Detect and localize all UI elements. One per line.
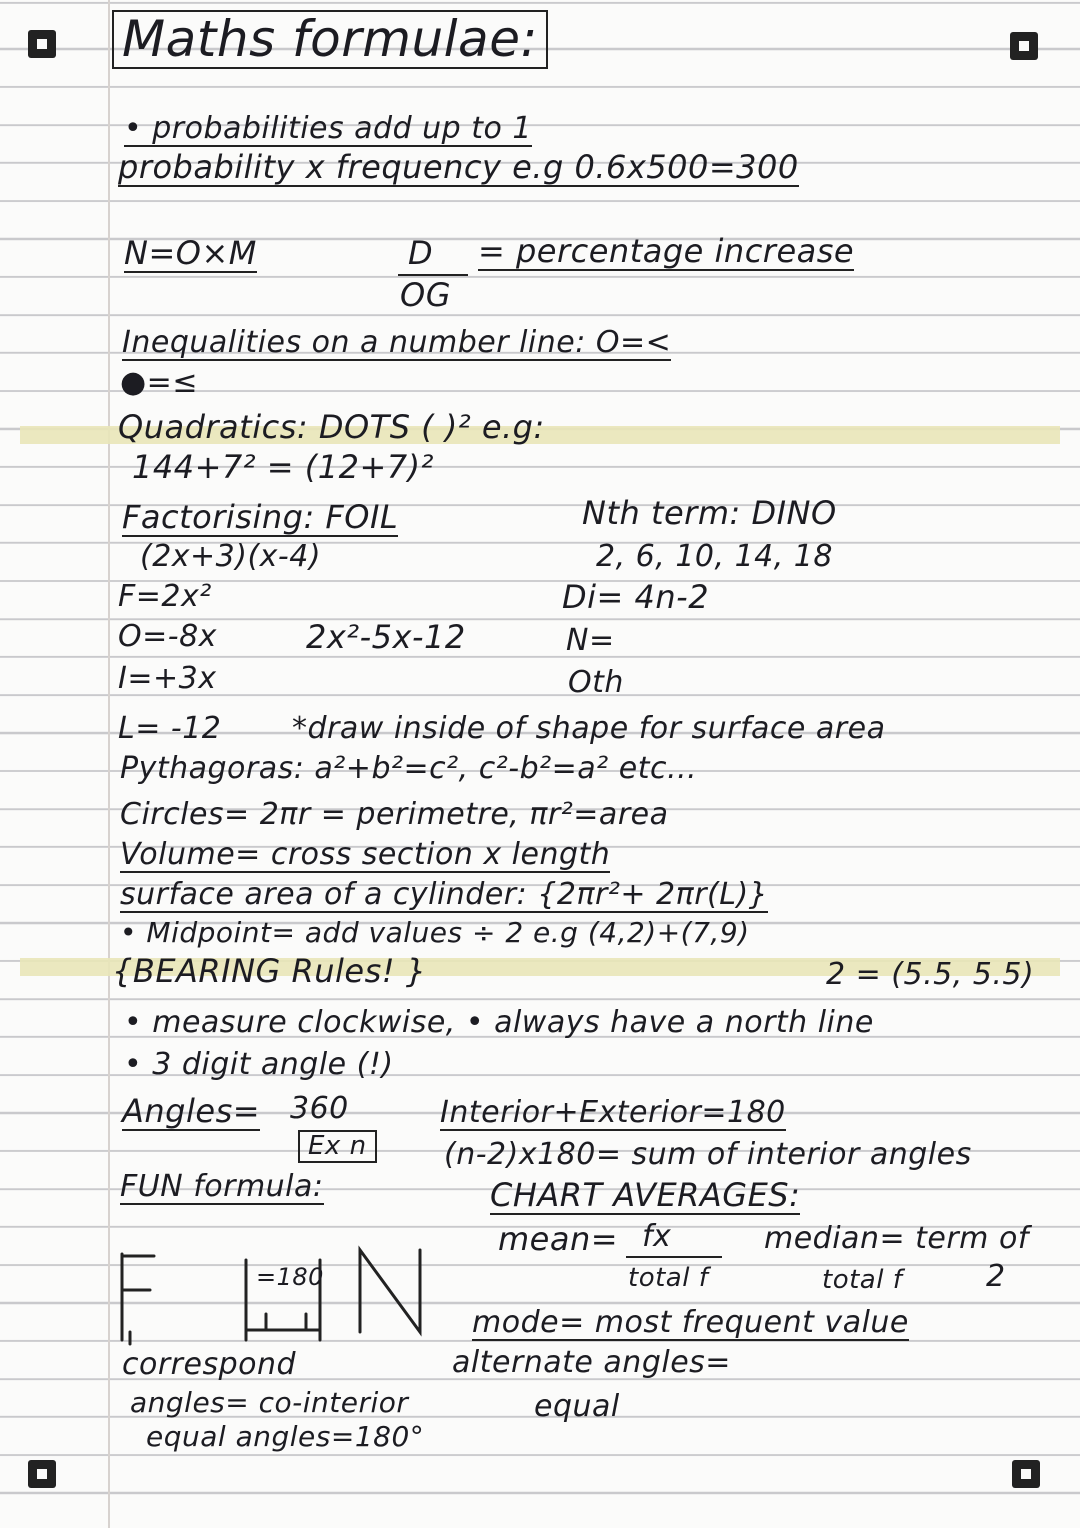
midpoint-result: 2 = (5.5, 5.5) bbox=[826, 957, 1035, 992]
median-total-f: total f bbox=[822, 1265, 903, 1295]
surface-area-note: *draw inside of shape for surface area bbox=[292, 711, 886, 746]
factorising-label: Factorising: FOIL bbox=[122, 498, 399, 536]
formula-n-om: N=O×M bbox=[124, 234, 257, 272]
corner-mark-bottom-left bbox=[28, 1460, 56, 1488]
foil-i: I=+3x bbox=[118, 661, 217, 696]
alternate-equal: equal bbox=[534, 1389, 620, 1424]
nth-term-n: N= bbox=[566, 623, 615, 658]
nth-term-label: Nth term: DINO bbox=[582, 494, 837, 532]
quadratics-example: 144+7² = (12+7)² bbox=[132, 448, 434, 486]
angles-exterior-n: Ex n bbox=[298, 1130, 377, 1163]
bearing-rule-2: • 3 digit angle (!) bbox=[124, 1047, 394, 1082]
co-interior-180: =180 bbox=[256, 1263, 324, 1291]
fraction-d: D bbox=[408, 234, 434, 272]
foil-l: L= -12 bbox=[118, 711, 222, 746]
corresponding-label: correspond bbox=[122, 1347, 297, 1382]
inequality-filled-circle: ●=≤ bbox=[120, 365, 198, 400]
foil-f: F=2x² bbox=[118, 579, 212, 614]
f-shape-icon bbox=[122, 1254, 154, 1340]
chart-averages-heading: CHART AVERAGES: bbox=[490, 1176, 801, 1214]
mean-denominator: total f bbox=[628, 1263, 709, 1293]
bearing-rules-heading: {BEARING Rules! } bbox=[112, 952, 427, 990]
circles-line: Circles= 2πr = perimetre, πr²=area bbox=[120, 797, 669, 832]
mean-fraction-line bbox=[626, 1256, 722, 1258]
median-label: median= term of bbox=[764, 1221, 1029, 1256]
angles-label: Angles= bbox=[122, 1092, 261, 1130]
median-divisor: 2 bbox=[986, 1259, 1006, 1294]
alternate-angles-label: alternate angles= bbox=[452, 1345, 731, 1380]
foil-o: O=-8x bbox=[118, 619, 217, 654]
mean-numerator: fx bbox=[642, 1219, 672, 1254]
probability-line-2: probability x frequency e.g 0.6x500=300 bbox=[118, 148, 799, 186]
page-title: Maths formulae: bbox=[112, 10, 548, 69]
mean-label: mean= bbox=[498, 1220, 619, 1258]
nth-term-sequence: 2, 6, 10, 14, 18 bbox=[596, 539, 833, 574]
percentage-increase-label: = percentage increase bbox=[478, 232, 855, 270]
sum-interior-angles-line: (n-2)x180= sum of interior angles bbox=[444, 1137, 972, 1172]
angles-360: 360 bbox=[290, 1091, 349, 1126]
equal-angles-180-line: equal angles=180° bbox=[146, 1420, 425, 1453]
quadratics-line: Quadratics: DOTS ( )² e.g: bbox=[118, 408, 545, 446]
interior-exterior-line: Interior+Exterior=180 bbox=[440, 1095, 786, 1130]
fun-formula-shapes bbox=[110, 1240, 450, 1350]
corner-mark-bottom-right bbox=[1012, 1460, 1040, 1488]
fraction-og: OG bbox=[400, 276, 451, 314]
bearing-rule-1: • measure clockwise, • always have a north line bbox=[124, 1005, 874, 1040]
midpoint-line: • Midpoint= add values ÷ 2 e.g (4,2)+(7,9) bbox=[120, 916, 750, 949]
n-shape-icon bbox=[360, 1250, 420, 1332]
volume-line: Volume= cross section x length bbox=[120, 837, 611, 872]
foil-result: 2x²-5x-12 bbox=[306, 618, 466, 656]
probability-line-1: • probabilities add up to 1 bbox=[124, 111, 532, 146]
pythagoras-line: Pythagoras: a²+b²=c², c²-b²=a² etc... bbox=[120, 751, 698, 786]
angles-co-interior-line: angles= co-interior bbox=[130, 1386, 409, 1419]
nth-term-di: Di= 4n-2 bbox=[562, 578, 710, 616]
mode-line: mode= most frequent value bbox=[472, 1305, 909, 1340]
nth-term-o: Oth bbox=[568, 665, 624, 700]
cylinder-surface-area-line: surface area of a cylinder: {2πr²+ 2πr(L)} bbox=[120, 877, 769, 912]
inequalities-line: Inequalities on a number line: O=< bbox=[122, 325, 672, 360]
factorising-example: (2x+3)(x-4) bbox=[140, 539, 322, 574]
corner-mark-top-right bbox=[1010, 32, 1038, 60]
corner-mark-top-left bbox=[28, 30, 56, 58]
fun-formula-label: FUN formula: bbox=[120, 1169, 324, 1204]
